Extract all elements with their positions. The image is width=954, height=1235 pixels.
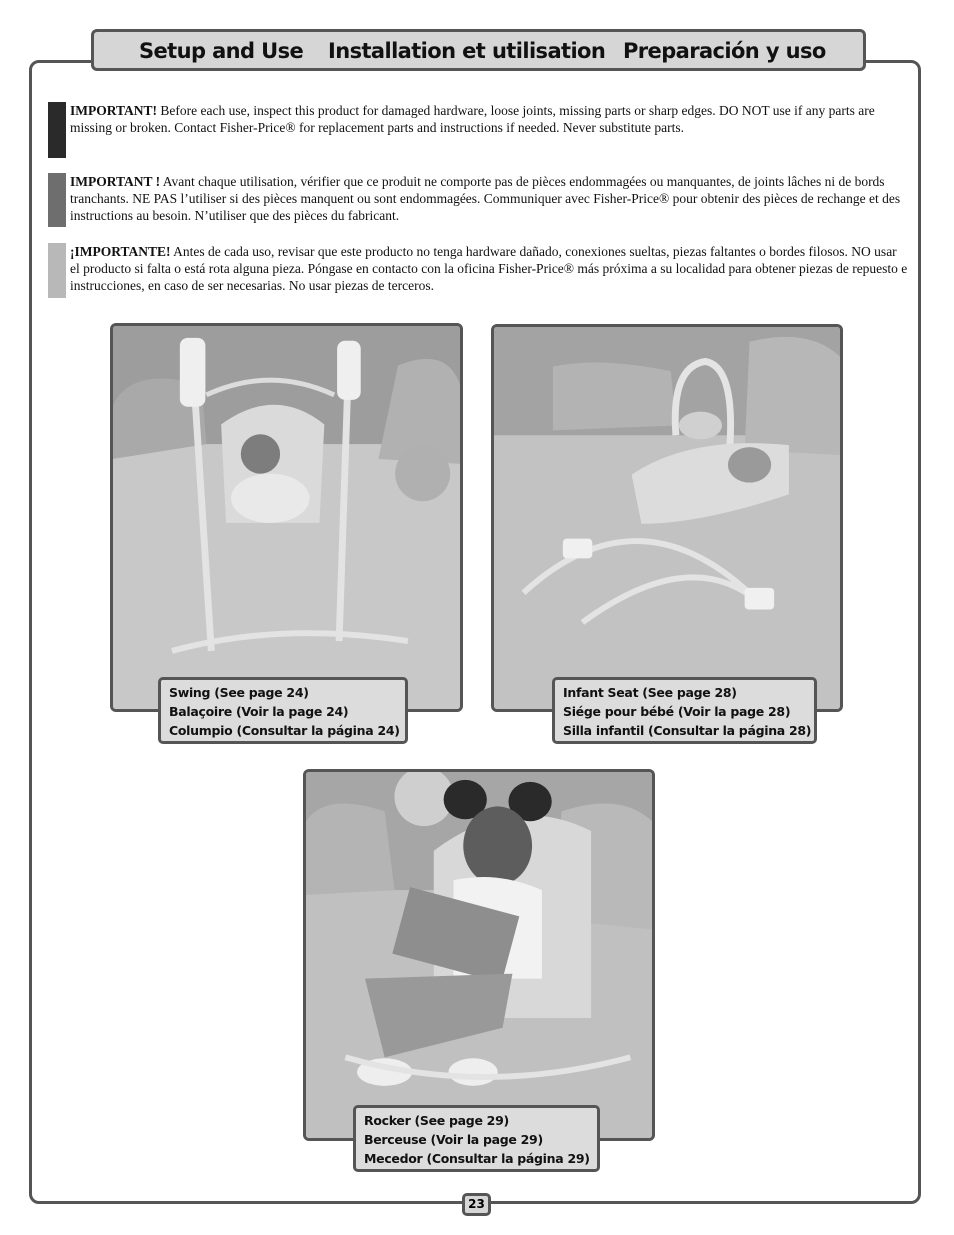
infant-seat-image bbox=[494, 327, 840, 709]
title-spanish: Preparación y uso bbox=[623, 39, 826, 63]
swing-image bbox=[113, 326, 460, 709]
notice-body: Antes de cada uso, revisar que este producto no tenga hardware dañado, conexiones sueltas, piezas faltantes o bordes filosos. NO usar el producto si falta o está rota alguna pieza. Póngase en contacto con la oficina Fisher-Price® más próxima a su localidad para obtener piezas de repuesto e instrucciones, en caso de ser necesarias. No usar piezas de terceros. bbox=[70, 244, 908, 293]
rocker-photo bbox=[303, 769, 655, 1141]
infant-seat-photo bbox=[491, 324, 843, 712]
caption-spanish: Silla infantil (Consultar la página 28) bbox=[563, 723, 812, 738]
notice-bar-medium bbox=[48, 173, 66, 227]
notice-body: Avant chaque utilisation, vérifier que ce produit ne comporte pas de pièces endommagées ou manquantes, de joints lâches ni de bords tranchants. NE PAS l’utiliser si des pièces manquent ou sont endommagées. Communiquer avec Fisher-Price® pour obtenir des pièces de rechange et des instructions au besoin. N’utiliser que des pièces du fabricant. bbox=[70, 174, 901, 223]
title-english: Setup and Use bbox=[139, 39, 304, 63]
caption-french: Balaçoire (Voir la page 24) bbox=[169, 704, 349, 719]
caption-french: Berceuse (Voir la page 29) bbox=[364, 1132, 543, 1147]
notice-lead: ¡IMPORTANTE! bbox=[70, 244, 171, 259]
notice-text bbox=[70, 243, 908, 294]
rocker-image bbox=[306, 772, 652, 1138]
page-title-bar bbox=[91, 29, 866, 71]
notice-bar-dark bbox=[48, 102, 66, 158]
caption-spanish: Columpio (Consultar la página 24) bbox=[169, 723, 400, 738]
notice-text bbox=[70, 173, 908, 224]
title-french: Installation et utilisation bbox=[328, 39, 606, 63]
notice-text bbox=[70, 102, 908, 136]
caption-english: Rocker (See page 29) bbox=[364, 1113, 509, 1128]
important-notice-english bbox=[48, 102, 908, 158]
notice-lead: IMPORTANT! bbox=[70, 103, 158, 118]
caption-spanish: Mecedor (Consultar la página 29) bbox=[364, 1151, 590, 1166]
caption-english: Swing (See page 24) bbox=[169, 685, 309, 700]
notice-bar-light bbox=[48, 243, 66, 298]
rocker-caption bbox=[353, 1105, 600, 1172]
swing-caption bbox=[158, 677, 408, 744]
caption-english: Infant Seat (See page 28) bbox=[563, 685, 737, 700]
important-notice-spanish bbox=[48, 243, 908, 298]
notice-body: Before each use, inspect this product for damaged hardware, loose joints, missing parts or sharp edges. DO NOT use if any parts are missing or broken. Contact Fisher-Price® for replacement parts and instructions if needed. Never substitute parts. bbox=[70, 103, 875, 135]
swing-photo bbox=[110, 323, 463, 712]
page-number: 23 bbox=[462, 1193, 491, 1216]
infant-seat-caption bbox=[552, 677, 817, 744]
notice-lead: IMPORTANT ! bbox=[70, 174, 161, 189]
important-notice-french bbox=[48, 173, 908, 227]
caption-french: Siége pour bébé (Voir la page 28) bbox=[563, 704, 791, 719]
